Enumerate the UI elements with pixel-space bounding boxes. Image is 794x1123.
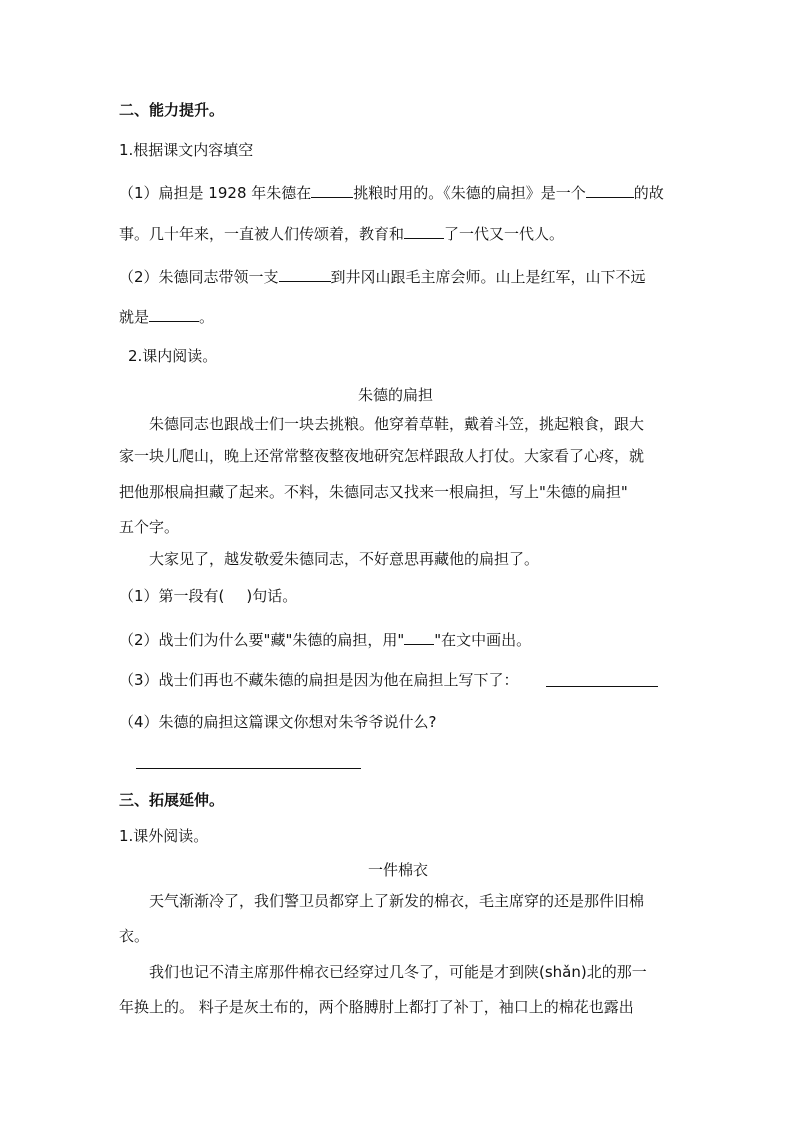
answer-blank[interactable] <box>586 181 634 198</box>
section-2-heading: 二、能力提升。 <box>119 101 225 119</box>
sub-question-3 <box>119 670 519 690</box>
text-segment: 的故 <box>633 184 664 202</box>
answer-line[interactable] <box>136 768 361 769</box>
passage-1-line: 五个字。 <box>119 518 180 536</box>
text-segment: )句话。 <box>246 587 298 605</box>
answer-blank[interactable] <box>279 265 331 282</box>
text-segment: （1）扁担是 1928 年朱德在 <box>119 184 312 202</box>
fill-blank-1-line-1 <box>119 181 664 203</box>
text-segment: （3）战士们再也不藏朱德的扁担是因为他在扁担上写下了： <box>119 671 519 689</box>
sub-question-1 <box>119 586 297 606</box>
text-segment: （2）朱德同志带领一支 <box>119 268 279 286</box>
text-segment: 。 <box>199 308 215 326</box>
passage-2-line: 我们也记不清主席那件棉衣已经穿过几冬了，可能是才到陕(shǎn)北的那一 <box>149 963 647 981</box>
question-1-title: 1.课外阅读。 <box>119 827 209 845</box>
text-segment: （2）战士们为什么要"藏"朱德的扁担，用" <box>119 631 405 649</box>
sub-question-2 <box>119 628 531 650</box>
answer-blank[interactable] <box>311 181 353 198</box>
passage-1-title: 朱德的扁担 <box>358 386 434 404</box>
passage-2-title: 一件棉衣 <box>368 861 429 879</box>
question-1-title: 1.根据课文内容填空 <box>119 141 254 159</box>
fill-blank-1-line-2 <box>119 222 564 244</box>
text-segment: 了一代又一代人。 <box>444 225 565 243</box>
fill-blank-2-line-2 <box>119 305 214 327</box>
question-2-title: 2.课内阅读。 <box>128 347 218 365</box>
text-segment: 事。几十年来，一直被人们传颂着，教育和 <box>119 225 405 243</box>
fill-blank-2-line-1 <box>119 265 646 287</box>
passage-1-line: 把他那根扁担藏了起来。不料，朱德同志又找来一根扁担，写上"朱德的扁担" <box>119 483 628 501</box>
text-segment: 挑粮时用的。《朱德的扁担》是一个 <box>353 184 586 202</box>
text-segment: 到井冈山跟毛主席会师。山上是红军，山下不远 <box>330 268 646 286</box>
answer-blank[interactable] <box>404 222 444 239</box>
passage-1-line: 朱德同志也跟战士们一块去挑粮。他穿着草鞋，戴着斗笠，挑起粮食，跟大 <box>149 415 645 433</box>
passage-1-line: 大家见了，越发敬爱朱德同志，不好意思再藏他的扁担了。 <box>149 550 540 568</box>
passage-1-line: 家一块儿爬山，晚上还常常整夜整夜地研究怎样跟敌人打仗。大家看了心疼，就 <box>119 447 645 465</box>
answer-line[interactable] <box>546 686 658 687</box>
passage-2-line: 天气渐渐冷了，我们警卫员都穿上了新发的棉衣，毛主席穿的还是那件旧棉 <box>149 892 645 910</box>
passage-2-line: 年换上的。 料子是灰土布的，两个胳膊肘上都打了补丁，袖口上的棉花也露出 <box>119 998 634 1016</box>
text-segment: "在文中画出。 <box>434 631 532 649</box>
sub-question-4: （4）朱德的扁担这篇课文你想对朱爷爷说什么? <box>119 713 437 731</box>
section-3-heading: 三、拓展延伸。 <box>119 791 225 809</box>
passage-2-line: 衣。 <box>119 927 150 945</box>
answer-blank[interactable] <box>149 305 199 322</box>
text-segment: （1）第一段有( <box>119 587 225 605</box>
text-segment: 就是 <box>119 308 150 326</box>
answer-blank[interactable] <box>404 628 434 645</box>
